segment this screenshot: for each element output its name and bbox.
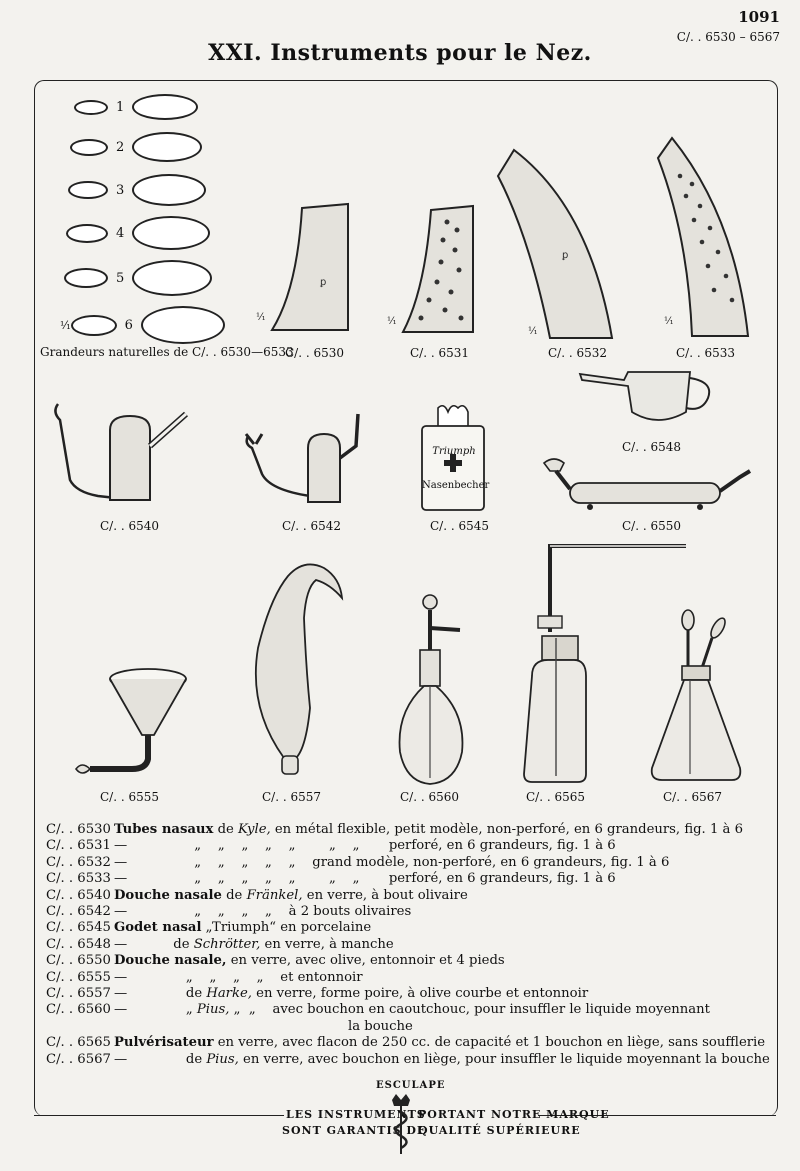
- item-bold: Godet nasal: [114, 920, 202, 936]
- svg-text:ꝑ: ꝑ: [562, 250, 569, 261]
- item-code: C/. . 6555: [46, 969, 111, 985]
- page-range-ref: C/. . 6530 – 6567: [676, 30, 780, 44]
- large-oval: [132, 260, 212, 296]
- item-code: C/. . 6550: [46, 953, 111, 969]
- item-rest: en verre, à manche: [260, 936, 394, 952]
- small-oval: [66, 224, 108, 243]
- list-item: [46, 1052, 776, 1068]
- size-row-1: [74, 94, 198, 120]
- item-code: [46, 1019, 114, 1035]
- item-text: — „ „ „ „: [114, 904, 289, 920]
- label-6567: C/. . 6567: [663, 790, 723, 804]
- item-it: Pius,: [206, 1051, 239, 1067]
- item-description: [114, 1002, 776, 1018]
- item-it: Kyle,: [238, 822, 271, 837]
- footer-rule-left: [34, 1115, 284, 1116]
- item-description: [114, 888, 776, 904]
- item-rest: en verre, forme poire, à olive courbe et entonnoir: [251, 986, 589, 1002]
- product-list: [46, 822, 776, 1068]
- footer-left-2: SONT GARANTIS DE: [282, 1124, 427, 1137]
- item-it: Pius,: [196, 1002, 230, 1018]
- page-title: XXI. Instruments pour le Nez.: [208, 40, 592, 66]
- svg-text:ꝑ: ꝑ: [320, 277, 327, 288]
- list-item: [46, 1002, 776, 1018]
- size-number: 1: [116, 99, 125, 115]
- label-6557: C/. . 6557: [262, 790, 322, 804]
- label-6532: C/. . 6532: [548, 346, 608, 360]
- item-text: — „ „ „ „ „: [114, 854, 313, 870]
- label-6545: C/. . 6545: [430, 519, 490, 533]
- item-rest: perforé, en 6 grandeurs, fig. 1 à 6: [388, 871, 616, 887]
- item-bold: Douche nasale: [114, 887, 222, 903]
- footer-right-1: PORTANT NOTRE MARQUE: [418, 1108, 610, 1121]
- item-text: de: [213, 822, 239, 837]
- size-number: 4: [116, 225, 125, 241]
- label-6548: C/. . 6548: [622, 440, 682, 454]
- small-oval: [71, 315, 117, 336]
- list-item: [46, 1019, 776, 1035]
- size-row-6: [60, 306, 225, 344]
- small-oval: [64, 268, 108, 288]
- item-description: [114, 937, 776, 953]
- list-item: [46, 937, 776, 953]
- item-it: Fränkel,: [246, 887, 303, 903]
- label-6555: C/. . 6555: [100, 790, 160, 804]
- scale-mark: ¹⁄₁: [60, 318, 71, 332]
- item-rest: en métal flexible, petit modèle, non-perforé, en 6 grandeurs, fig. 1 à 6: [270, 822, 743, 837]
- label-6550: C/. . 6550: [622, 519, 682, 533]
- item-text: de: [221, 887, 247, 903]
- item-code: C/. . 6530: [46, 822, 111, 837]
- list-item: [46, 986, 776, 1002]
- douche-6540-figure: [50, 400, 195, 510]
- item-it: Schrötter,: [193, 936, 261, 952]
- tube-6531-figure: [385, 200, 485, 340]
- item-text: — de: [114, 1051, 207, 1067]
- label-6531: C/. . 6531: [410, 346, 470, 360]
- tube-6533-figure: [650, 136, 760, 346]
- item-code: C/. . 6540: [46, 887, 111, 903]
- pius-douche-6560-figure: [396, 592, 472, 788]
- label-6533: C/. . 6533: [676, 346, 736, 360]
- item-rest: „ „ avec bouchon en caoutchouc, pour insuffler le liquide moyennant: [229, 1002, 710, 1018]
- size-row-2: [70, 132, 202, 162]
- item-code: C/. . 6560: [46, 1002, 111, 1018]
- item-description: [114, 855, 776, 871]
- item-bold: Pulvérisateur: [114, 1035, 214, 1051]
- item-description: [114, 871, 776, 887]
- item-description: [114, 904, 776, 920]
- item-description: [114, 986, 776, 1002]
- item-text: — „ „ „ „ „ „ „: [114, 871, 389, 887]
- list-item: [46, 1035, 776, 1051]
- aesculapius-logo: [386, 1092, 416, 1156]
- size-row-5: [64, 260, 212, 296]
- item-description: [114, 920, 776, 936]
- list-item: [46, 970, 776, 986]
- footer-left-1: LES INSTRUMENTS: [286, 1108, 426, 1121]
- item-rest: en verre, à bout olivaire: [302, 887, 468, 903]
- large-oval: [132, 132, 202, 162]
- triumph-label-bottom: Nasenbecher: [422, 480, 490, 491]
- item-code: C/. . 6545: [46, 920, 111, 936]
- item-description: [114, 1052, 776, 1068]
- small-oval: [74, 100, 108, 115]
- item-text: — „ „ „ „ et entonnoir: [114, 969, 363, 985]
- item-bold: Douche nasale,: [114, 953, 227, 969]
- label-6540: C/. . 6540: [100, 519, 160, 533]
- item-it: Harke,: [206, 986, 252, 1002]
- item-code: C/. . 6533: [46, 871, 111, 887]
- large-oval: [132, 216, 210, 250]
- small-oval: [68, 181, 108, 199]
- tube-6530-figure: [252, 200, 362, 340]
- svg-text:¹⁄₁: ¹⁄₁: [256, 312, 266, 323]
- svg-text:¹⁄₁: ¹⁄₁: [664, 316, 674, 327]
- triumph-label-top: Triumph: [432, 446, 476, 457]
- item-description: [114, 970, 776, 986]
- size-number: 5: [116, 270, 125, 286]
- label-6565: C/. . 6565: [526, 790, 586, 804]
- tube-6532-figure: [490, 148, 620, 348]
- item-rest: grand modèle, non-perforé, en 6 grandeurs, fig. 1 à 6: [312, 854, 670, 870]
- brand-name: ESCULAPE: [376, 1080, 446, 1091]
- nasal-cup-6548-figure: [578, 368, 718, 438]
- item-description: [114, 838, 776, 854]
- list-item: [46, 822, 776, 838]
- pius-conical-6567-figure: [648, 608, 744, 788]
- item-text: en verre, avec flacon de 250 cc. de capacité et 1 bouchon en liège, sans soufflerie: [213, 1035, 766, 1051]
- small-oval: [70, 139, 108, 156]
- list-item: [46, 888, 776, 904]
- item-code: C/. . 6557: [46, 986, 111, 1002]
- footer-right-2: QUALITÉ SUPÉRIEURE: [418, 1124, 581, 1137]
- item-code: C/. . 6531: [46, 838, 111, 854]
- item-rest: la bouche: [348, 1018, 413, 1034]
- item-text: en verre, avec olive, entonnoir et 4 pieds: [226, 953, 505, 969]
- item-text: — de: [114, 986, 207, 1002]
- item-text: „Triumph“ en porcelaine: [201, 920, 372, 936]
- label-6542: C/. . 6542: [282, 519, 342, 533]
- list-item: [46, 838, 776, 854]
- item-code: C/. . 6542: [46, 904, 111, 920]
- item-description: [114, 1035, 776, 1051]
- douche-6550-figure: [540, 455, 755, 515]
- label-6530: C/. . 6530: [285, 346, 345, 360]
- item-rest: à 2 bouts olivaires: [288, 904, 412, 920]
- item-code: C/. . 6548: [46, 936, 111, 952]
- list-item: [46, 904, 776, 920]
- size-number: 2: [116, 139, 125, 155]
- item-text: — de: [114, 936, 194, 952]
- item-text: — „ „ „ „ „ „ „: [114, 838, 389, 854]
- item-text: — „: [114, 1002, 197, 1018]
- item-description: [114, 953, 776, 969]
- item-code: C/. . 6532: [46, 854, 111, 870]
- list-item: [46, 855, 776, 871]
- size-row-3: [68, 174, 206, 206]
- item-code: C/. . 6567: [46, 1051, 111, 1067]
- list-item: [46, 920, 776, 936]
- list-item: [46, 871, 776, 887]
- size-row-4: [66, 216, 210, 250]
- size-number: 3: [116, 182, 125, 198]
- size-number: 6: [124, 317, 133, 333]
- funnel-6555-figure: [72, 665, 192, 785]
- label-6560: C/. . 6560: [400, 790, 460, 804]
- page-number: 1091: [738, 8, 780, 26]
- large-oval: [132, 174, 206, 206]
- large-oval: [141, 306, 225, 344]
- item-bold: Tubes nasaux: [114, 822, 214, 837]
- svg-text:¹⁄₁: ¹⁄₁: [528, 326, 538, 337]
- size-chart-caption: Grandeurs naturelles de C/. . 6530—6533: [40, 345, 294, 359]
- item-description: [114, 1019, 776, 1035]
- item-description: [114, 822, 776, 838]
- list-item: [46, 953, 776, 969]
- large-oval: [132, 94, 198, 120]
- item-rest: perforé, en 6 grandeurs, fig. 1 à 6: [388, 838, 616, 854]
- pear-douche-6557-figure: [244, 558, 344, 780]
- item-code: C/. . 6565: [46, 1035, 111, 1051]
- item-rest: en verre, avec bouchon en liège, pour insuffler le liquide moyennant la bouche: [238, 1051, 770, 1067]
- svg-text:¹⁄₁: ¹⁄₁: [387, 316, 397, 327]
- triumph-cup-6545-figure: [418, 402, 490, 512]
- douche-6542-figure: [240, 408, 370, 508]
